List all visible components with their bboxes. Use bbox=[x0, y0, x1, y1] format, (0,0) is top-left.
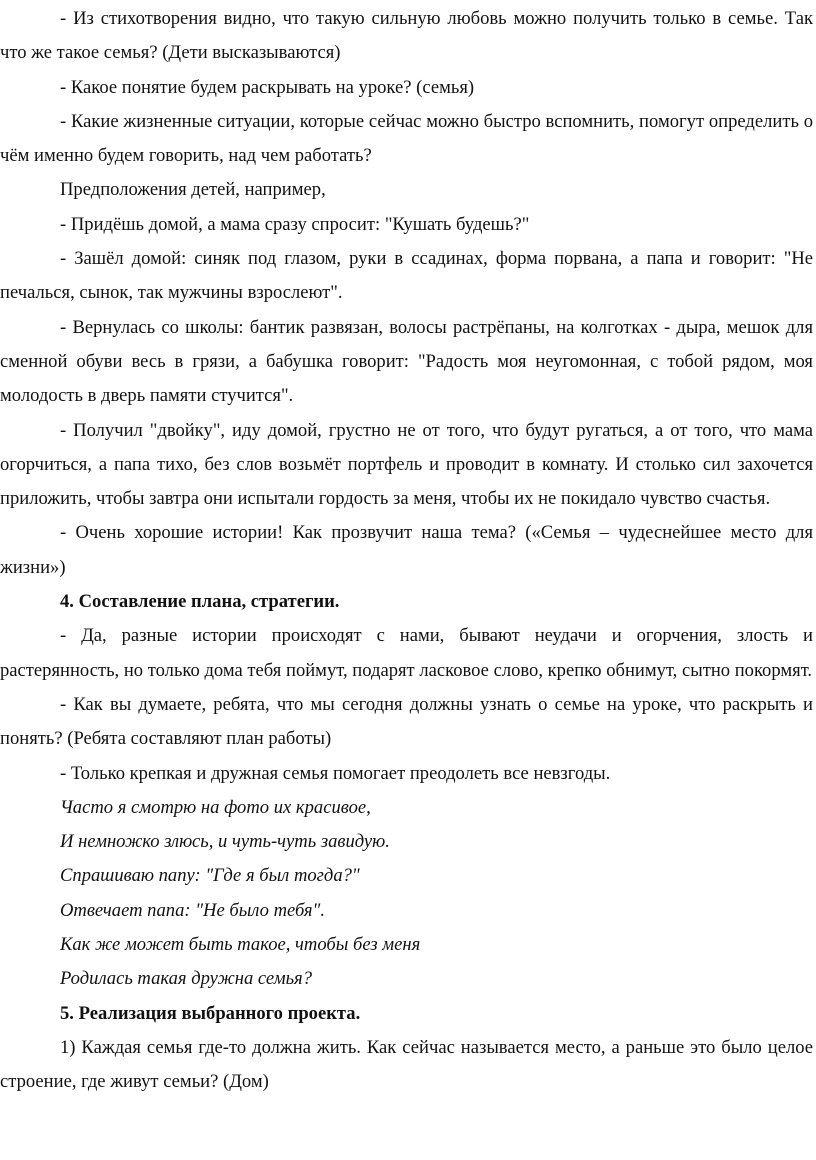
paragraph-bad-grade-story: - Получил "двойку", иду домой, грустно не от того, что будут ругаться, а от того, что мама огорчиться, а папа тихо, без слов возьмёт портфель и проводит в комнату. И столько сил захочется приложить, чтобы завтра они испытали гордость за меня, чтобы их не покидало чувство счастья. bbox=[0, 419, 813, 510]
section-heading-plan: 4. Составление плана, стратегии. bbox=[60, 591, 340, 613]
paragraph-mom-story: - Придёшь домой, а мама сразу спросит: "Кушать будешь?" bbox=[60, 213, 530, 235]
poem-line-3: Спрашиваю папу: "Где я был тогда?" bbox=[60, 865, 360, 887]
poem-line-1: Часто я смотрю на фото их красивое, bbox=[60, 796, 371, 818]
section-heading-project: 5. Реализация выбранного проекта. bbox=[60, 1002, 361, 1024]
poem-line-5: Как же может быть такое, чтобы без меня bbox=[60, 934, 421, 956]
paragraph-work-plan: - Как вы думаете, ребята, что мы сегодня должны узнать о семье на уроке, что раскрыть и понять? (Ребята составляют план работы) bbox=[0, 693, 813, 750]
paragraph-lesson-concept: - Какое понятие будем раскрывать на уроке? (семья) bbox=[60, 76, 475, 98]
paragraph-home: 1) Каждая семья где-то должна жить. Как сейчас называется место, а раньше это было целое строение, где живут семьи? (Дом) bbox=[0, 1036, 813, 1093]
paragraph-children-guesses: Предположения детей, например, bbox=[60, 179, 326, 201]
poem-line-6: Родилась такая дружна семья? bbox=[60, 968, 312, 990]
paragraph-different-stories: - Да, разные истории происходят с нами, бывают неудачи и огорчения, злость и растерянность, но только дома тебя поймут, подарят ласковое слово, крепко обнимут, сытно покормят. bbox=[0, 625, 813, 681]
paragraph-love-in-family: - Из стихотворения видно, что такую сильную любовь можно получить только в семье. Так что же такое семья? (Дети высказываются) bbox=[0, 8, 813, 64]
paragraph-lesson-topic: - Очень хорошие истории! Как прозвучит наша тема? («Семья – чудеснейшее место для жизни») bbox=[0, 522, 813, 578]
poem-line-2: И немножко злюсь, и чуть-чуть завидую. bbox=[60, 831, 390, 853]
poem-line-4: Отвечает папа: "Не было тебя". bbox=[60, 899, 325, 921]
paragraph-grandma-story: - Вернулась со школы: бантик развязан, волосы растрёпаны, на колготках - дыра, мешок для сменной обуви весь в грязи, а бабушка говорит: "Радость моя неугомонная, с тобой рядом, моя молодость в дверь памяти стучится". bbox=[0, 316, 813, 407]
paragraph-life-situations: - Какие жизненные ситуации, которые сейчас можно быстро вспомнить, помогут определить о чём именно будем говорить, над чем работать? bbox=[0, 110, 813, 167]
paragraph-dad-story: - Зашёл домой: синяк под глазом, руки в ссадинах, форма порвана, а папа и говорит: "Не печалься, сынок, так мужчины взрослеют". bbox=[0, 248, 813, 304]
paragraph-strong-family: - Только крепкая и дружная семья помогает преодолеть все невзгоды. bbox=[60, 762, 611, 784]
